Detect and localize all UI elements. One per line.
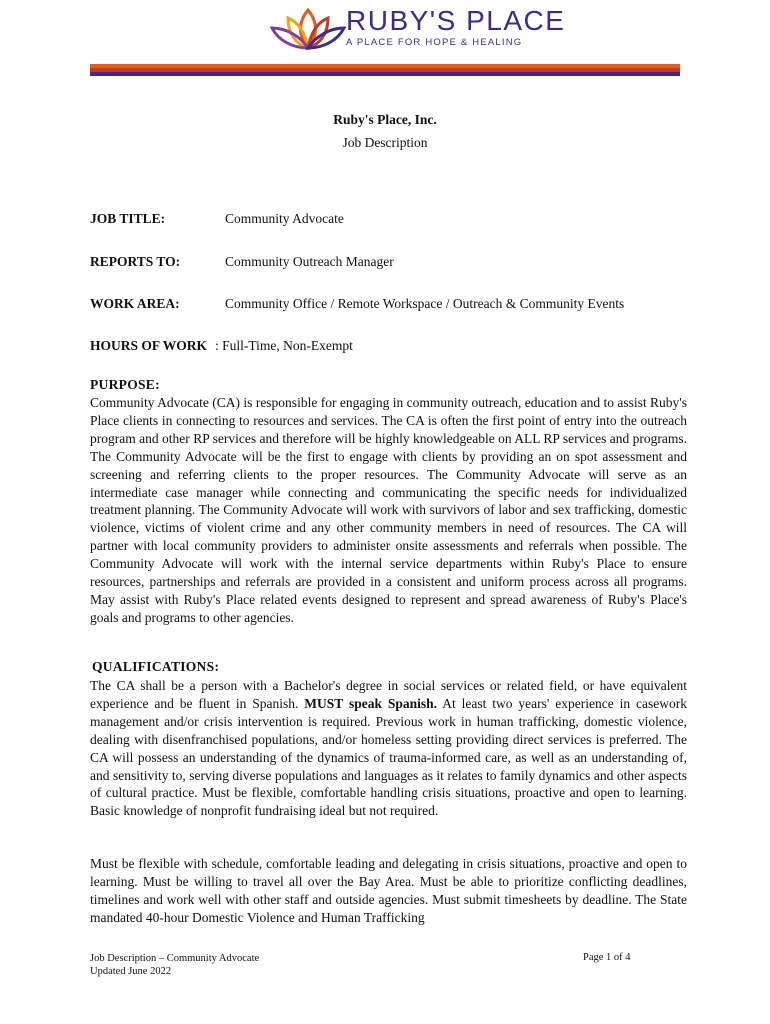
qualifications-paragraph [90,677,687,820]
purpose-heading: PURPOSE: [90,377,160,392]
spanish-requirement: MUST speak Spanish. [304,695,438,711]
footer-info [90,952,259,978]
qualifications-text-2: At least two years' experience in casework management and/or crisis intervention is required. Previous work in human trafficking, domestic violence, dealing with disenfranchised populations, and/or homeless setting providing direct services is preferred. The CA will possess an understanding of the dynamics of trauma-informed care, as well as an understanding of, and sensitivity to, serving diverse populations and languages as it relates to family dynamics and other aspects of cultural practice. Must be flexible, comfortable handling crisis situations, proactive and open to learning. Basic knowledge of nonprofit fundraising ideal but not required. [90,695,688,819]
logo-tagline: A PLACE FOR HOPE & HEALING [346,37,523,48]
reports-to-label: REPORTS TO: [90,254,181,269]
work-area-label: WORK AREA: [90,296,180,311]
logo-name: RUBY'S PLACE [346,5,566,36]
reports-to-value: Community Outreach Manager [225,254,394,269]
hours-label: HOURS OF WORK [90,338,208,353]
work-area-value: Community Office / Remote Workspace / Outreach & Community Events [225,296,625,311]
header-stripes [90,64,680,76]
stripe-purple [90,72,680,76]
footer-document-name: Job Description – Community Advocate [90,953,260,964]
document-title: Job Description [342,135,428,150]
company-name: Ruby's Place, Inc. [333,112,437,127]
lotus-icon [268,4,348,54]
page-number: Page 1 of 4 [583,952,631,963]
purpose-paragraph: Community Advocate (CA) is responsible for engaging in community outreach, education and to assist Ruby's Place clients in connecting to resources and services. The CA is often the first point of entry into the outreach program and other RP services and therefore will be highly knowledgeable on ALL RP services and programs. The Community Advocate will be the first to engage with clients by providing an on spot assessment and screening and referring clients to the proper resources. The Community Advocate will serve as an intermediate case manager while connecting and communicating the specific needs for individualized treatment planning. The Community Advocate will work with survivors of labor and sex trafficking, domestic violence, victims of violent crime and any other community members in need of resources. The CA will partner with local community providers to administer onsite assessments and referrals when possible. The Community Advocate will work with the internal service departments within Ruby's Place to ensure resources, partnerships and referrals are provided in a consistent and uniform process across all programs. May assist with Ruby's Place related events designed to represent and spread awareness of Ruby's Place's goals and programs to other agencies. [90,395,687,625]
hours-value: : Full-Time, Non-Exempt [215,338,353,353]
qualifications-paragraph-2: Must be flexible with schedule, comfortable leading and delegating in crisis situations, proactive and open to learning. Must be willing to travel all over the Bay Area. Must be able to prioritize conflicting deadlines, timelines and work well with other staff and outside agencies. Must submit timesheets by deadline. The State mandated 40-hour Domestic Violence and Human Trafficking [90,856,687,925]
rubys-place-logo [268,4,566,54]
job-title-value: Community Advocate [225,211,344,226]
qualifications-text-1: The CA shall be a person with a Bachelor's degree in social services or related field, or have equivalent experience and be fluent in Spanish. [90,678,687,711]
job-title-label: JOB TITLE: [90,211,166,226]
footer-updated-date: Updated June 2022 [90,966,172,977]
qualifications-heading: QUALIFICATIONS: [92,659,220,674]
